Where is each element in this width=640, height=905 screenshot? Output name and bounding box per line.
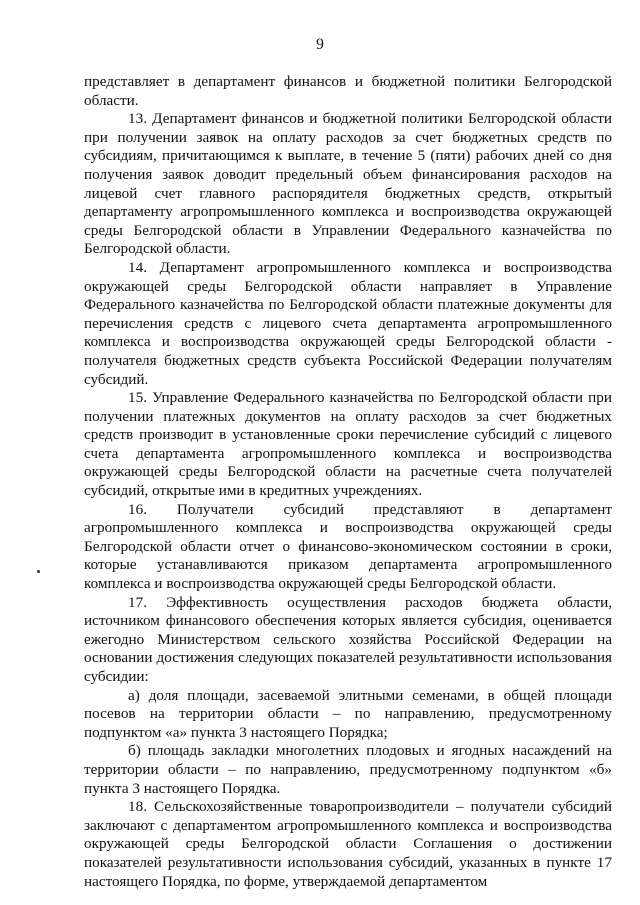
page-number: 9 [316,36,324,53]
paragraph-16: 16. Получатели субсидий представляют в департамент агропромышленного комплекса и воспроизводства окружающей среды Белгородской области отчет о финансово-экономическом состоянии в сроки, которые устанавливаются приказом департамента агропромышленного комплекса и воспроизводства окружающей среды Белгородской области. [84,500,612,593]
paragraph-14: 14. Департамент агропромышленного комплекса и воспроизводства окружающей среды Белгородской области направляет в Управление Федерального казначейства по Белгородской области платежные документы для перечисления средств с лицевого счета департамента агропромышленного комплекса и воспроизводства окружающей среды Белгородской области - получателя бюджетных средств субъекта Российской Федерации получателям субсидий. [84,258,612,388]
paragraph-13: 13. Департамент финансов и бюджетной политики Белгородской области при получении заявок на оплату расходов за счет бюджетных средств по субсидиям, причитающимся к выплате, в течение 5 (пяти) рабочих дней со дня получения заявок доводит предельный объем финансирования расходов на лицевой счет главного распорядителя бюджетных средств, открытый департаменту агропромышленного комплекса и воспроизводства окружающей среды Белгородской области в Управлении Федерального казначейства по Белгородской области. [84,110,612,258]
paragraph-15: 15. Управление Федерального казначейства по Белгородской области при получении платежных документов на оплату расходов за счет бюджетных средств производит в установленные сроки перечисление субсидий с лицевого счета департамента агропромышленного комплекса и воспроизводства окружающей среды Белгородской области на расчетные счета получателей субсидий, открытые ими в кредитных учреждениях. [84,389,612,500]
paragraph-17: 17. Эффективность осуществления расходов бюджета области, источником финансового обеспечения которых является субсидия, оценивается ежегодно Министерством сельского хозяйства Российской Федерации на основании достижения следующих показателей результативности использования субсидии: [84,593,612,685]
paragraph-17a: а) доля площади, засеваемой элитными семенами, в общей площади посевов на территории области – по направлению, предусмотренному подпунктом «а» пункта 3 настоящего Порядка; [84,686,612,741]
paragraph-18: 18. Сельскохозяйственные товаропроизводители – получатели субсидий заключают с департаментом агропромышленного комплекса и воспроизводства окружающей среды Белгородской области Соглашения о достижении показателей результативности использования субсидий, указанных в пункте 17 настоящего Порядка, по форме, утверждаемой департаментом [84,798,612,890]
document-body [84,73,612,891]
paragraph-continuation: представляет в департамент финансов и бюджетной политики Белгородской области. [84,73,612,109]
margin-mark [37,570,40,573]
paragraph-17b: б) площадь закладки многолетних плодовых и ягодных насаждений на территории области – по направлению, предусмотренному подпунктом «б» пункта 3 настоящего Порядка. [84,742,612,797]
